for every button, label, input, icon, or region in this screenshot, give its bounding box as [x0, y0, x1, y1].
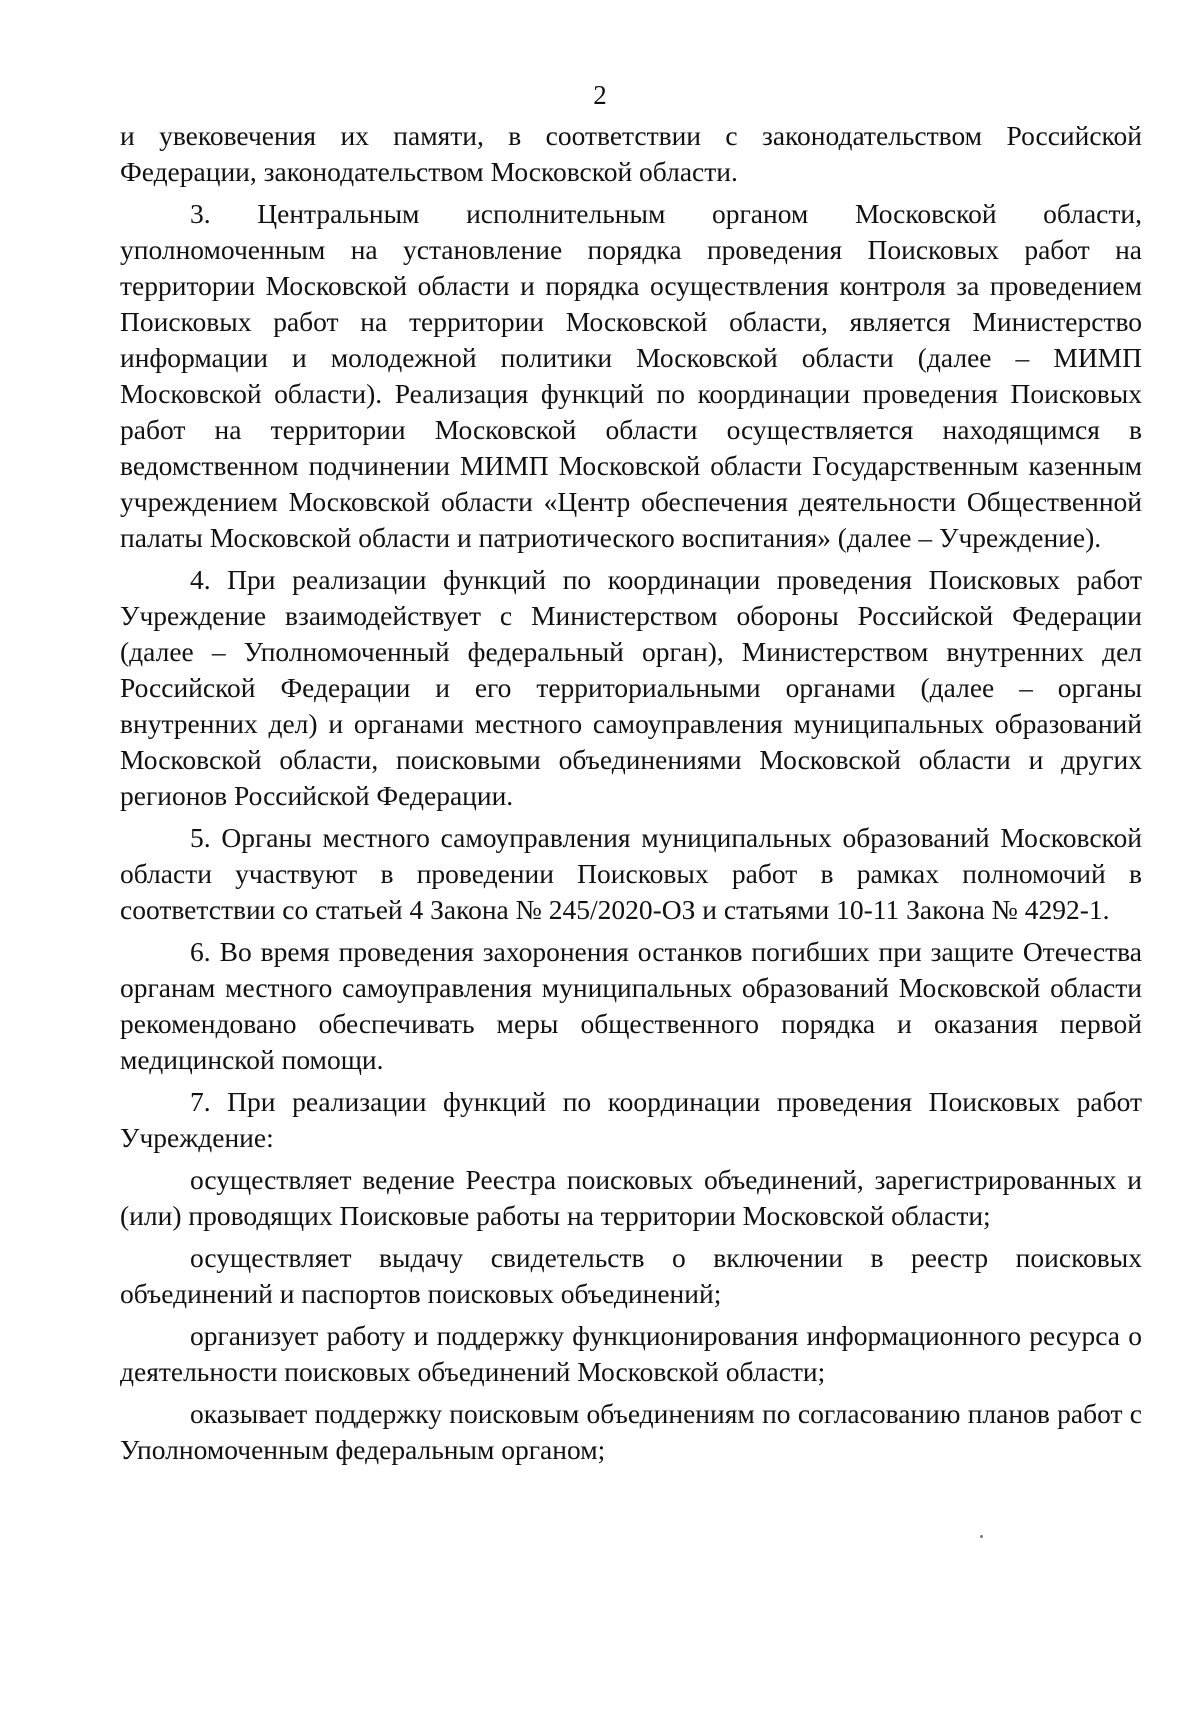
paragraph-3: 3. Центральным исполнительным органом Московской области, уполномоченным на установление порядка проведения Поисковых работ на территории Московской области и порядка осуществления контроля за проведением Поисковых работ на территории Московской области, является Министерство информации и молодежной политики Московской области (далее – МИМП Московской области). Реализация функций по координации проведения Поисковых работ на территории Московской области осуществляется находящимся в ведомственном подчинении МИМП Московской области Государственным казенным учреждением Московской области «Центр обеспечения деятельности Общественной палаты Московской области и патриотического воспитания» (далее – Учреждение). — [120, 198, 1142, 553]
scan-speck — [980, 1535, 983, 1538]
paragraph-continuation: и увековечения их памяти, в соответствии с законодательством Российской Федерации, законодательством Московской области. — [120, 120, 1142, 187]
paragraph-6: 6. Во время проведения захоронения останков погибших при защите Отечества органам местного самоуправления муниципальных образований Московской области рекомендовано обеспечивать меры общественного порядка и оказания первой медицинской помощи. — [120, 936, 1142, 1075]
paragraph-7: 7. При реализации функций по координации проведения Поисковых работ Учреждение: — [120, 1086, 1142, 1153]
document-body — [120, 118, 1142, 1468]
paragraph-4: 4. При реализации функций по координации проведения Поисковых работ Учреждение взаимодействует с Министерством обороны Российской Федерации (далее – Уполномоченный федеральный орган), Министерством внутренних дел Российской Федерации и его территориальными органами (далее – органы внутренних дел) и органами местного самоуправления муниципальных образований Московской области, поисковыми объединениями Московской области и других регионов Российской Федерации. — [120, 564, 1142, 811]
list-item-support: оказывает поддержку поисковым объединениям по согласованию планов работ с Уполномоченным федеральным органом; — [120, 1398, 1142, 1465]
page-number: 2 — [593, 80, 607, 110]
paragraph-5: 5. Органы местного самоуправления муниципальных образований Московской области участвуют в проведении Поисковых работ в рамках полномочий в соответствии со статьей 4 Закона № 245/2020-ОЗ и статьями 10-11 Закона № 4292-1. — [120, 822, 1142, 925]
list-item-certificates: осуществляет выдачу свидетельств о включении в реестр поисковых объединений и паспортов поисковых объединений; — [120, 1242, 1142, 1309]
list-item-registry: осуществляет ведение Реестра поисковых объединений, зарегистрированных и (или) проводящих Поисковые работы на территории Московской области; — [120, 1164, 1142, 1231]
list-item-info-resource: организует работу и поддержку функционирования информационного ресурса о деятельности поисковых объединений Московской области; — [120, 1320, 1142, 1387]
